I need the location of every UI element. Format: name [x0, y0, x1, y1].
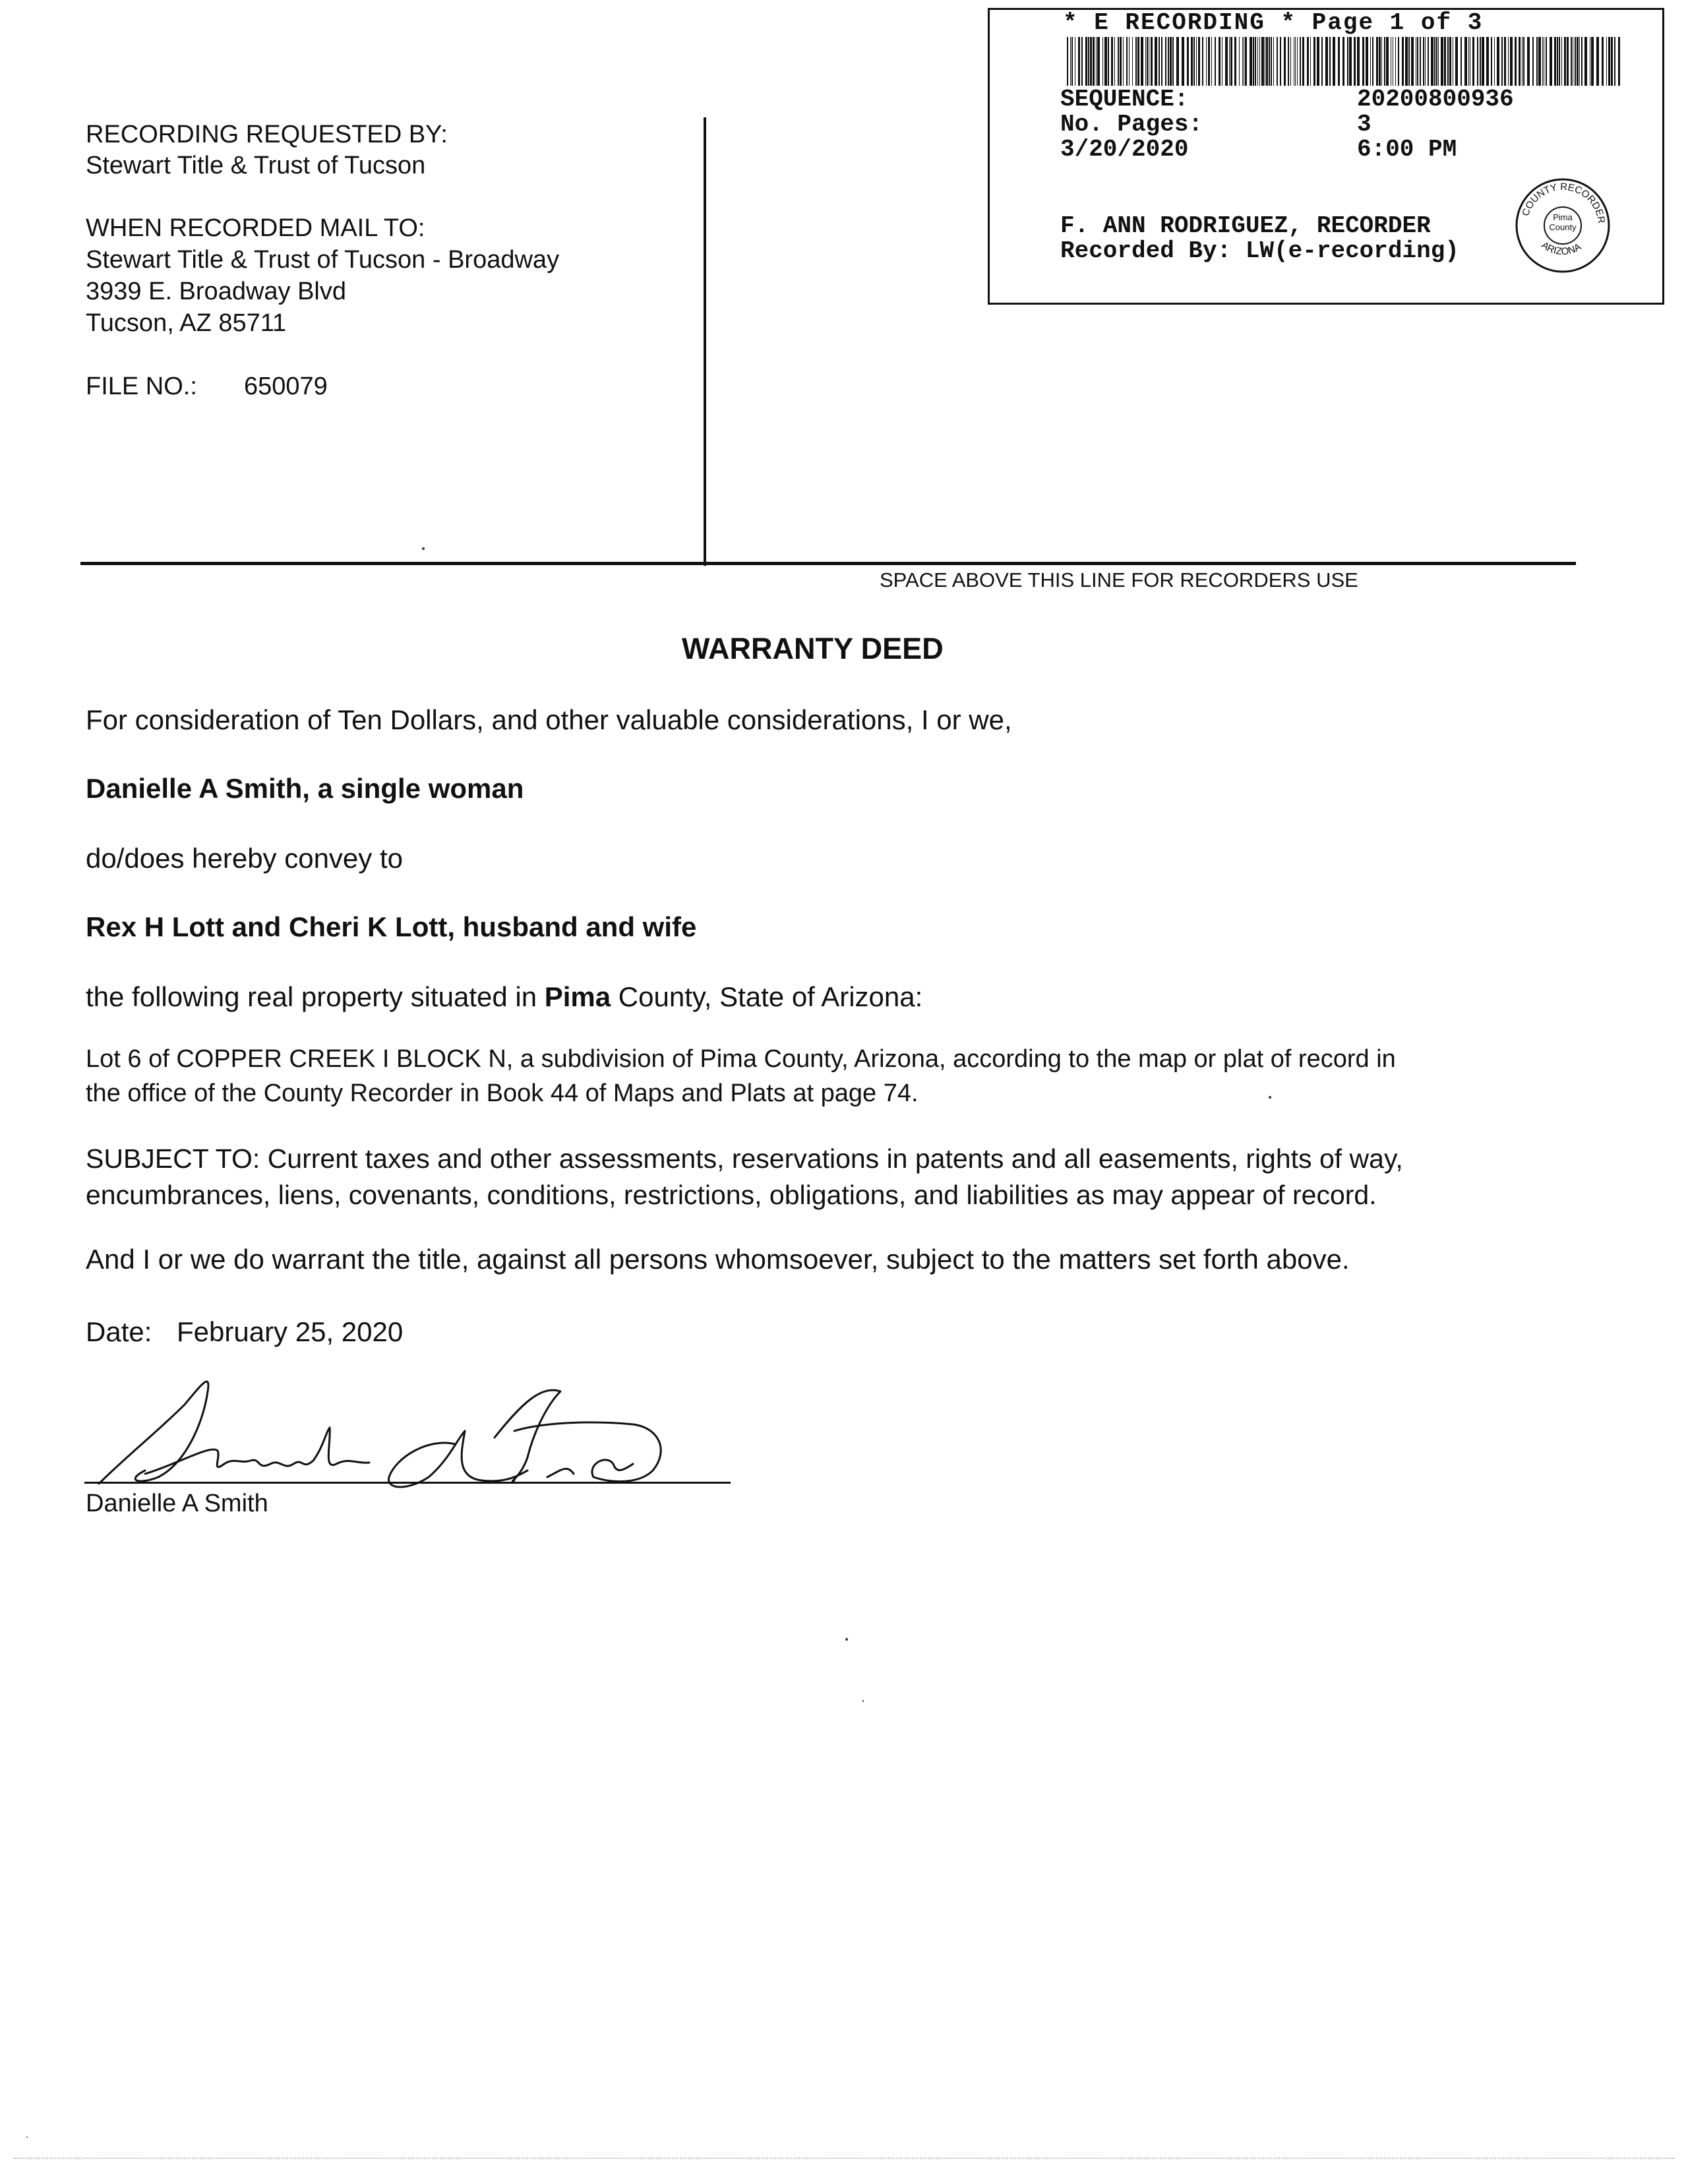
barcode-bar — [1118, 37, 1119, 86]
barcode-bar — [1370, 37, 1371, 86]
barcode-bar — [1230, 37, 1232, 86]
barcode-bar — [1219, 37, 1221, 86]
barcode-bar — [1602, 37, 1604, 86]
barcode-bar — [1366, 37, 1368, 86]
barcode-bar — [1494, 37, 1495, 86]
barcode-bar — [1257, 37, 1258, 86]
barcode-bar — [1259, 37, 1260, 86]
barcode-bar — [1135, 37, 1137, 86]
scan-speck — [26, 2137, 28, 2138]
barcode-bar — [1423, 37, 1424, 86]
barcode-bar — [1342, 37, 1344, 86]
barcode-bar — [1508, 37, 1509, 86]
barcode-bar — [1161, 37, 1162, 86]
barcode-bar — [1431, 37, 1433, 86]
barcode-bar — [1078, 37, 1080, 86]
barcode-bar — [1239, 37, 1240, 86]
barcode-bar — [1464, 37, 1467, 86]
barcode-bar — [1411, 37, 1414, 86]
barcode-bar — [1159, 37, 1160, 86]
barcode-bar — [1198, 37, 1200, 86]
property-county: Pima — [544, 981, 611, 1012]
barcode-bar — [1357, 37, 1360, 86]
barcode-bar — [1165, 37, 1166, 86]
barcode-bar — [1170, 37, 1172, 86]
barcode-bar — [1546, 37, 1547, 86]
barcode-bar — [1176, 37, 1179, 86]
barcode-bar — [1321, 37, 1323, 86]
barcode-bar — [1211, 37, 1212, 86]
county-recorder-seal-icon — [1513, 175, 1613, 276]
barcode-bar — [1436, 37, 1437, 86]
barcode-bar — [1234, 37, 1236, 86]
barcode-bar — [1261, 37, 1264, 86]
barcode-bar — [1126, 37, 1128, 86]
barcode-bar — [1480, 37, 1481, 86]
barcode-bar — [1504, 37, 1506, 86]
barcode-bar — [1447, 37, 1449, 86]
barcode-bar — [1618, 37, 1620, 86]
barcode-bar — [1141, 37, 1143, 86]
scan-speck — [845, 1638, 848, 1641]
barcode — [1067, 37, 1621, 86]
barcode-bar — [1575, 37, 1576, 86]
property-pre: the following real property situated in — [86, 981, 545, 1012]
barcode-bar — [1376, 37, 1378, 86]
barcode-bar — [1523, 37, 1524, 86]
barcode-bar — [1187, 37, 1189, 86]
barcode-bar — [1104, 37, 1107, 86]
header-divider-vertical — [704, 117, 706, 566]
barcode-bar — [1519, 37, 1521, 86]
recording-requested-label: RECORDING REQUESTED BY: — [86, 121, 448, 148]
barcode-bar — [1527, 37, 1530, 86]
barcode-bar — [1347, 37, 1348, 86]
barcode-bar — [1482, 37, 1484, 86]
barcode-bar — [1444, 37, 1446, 86]
barcode-bar — [1538, 37, 1541, 86]
barcode-bar — [1501, 37, 1503, 86]
barcode-bar — [1405, 37, 1408, 86]
scan-speck — [1269, 1096, 1271, 1099]
barcode-bar — [1611, 37, 1613, 86]
signature-line — [84, 1482, 731, 1484]
barcode-bar — [1577, 37, 1579, 86]
barcode-bar — [1579, 37, 1580, 86]
legal-description-line-2: the office of the County Recorder in Book 44 of Maps and Plats at page 74. — [86, 1079, 919, 1107]
mail-to-line-1: Stewart Title & Trust of Tucson - Broadway — [86, 246, 560, 274]
barcode-bar — [1434, 37, 1435, 86]
pages-label: No. Pages: — [1060, 111, 1203, 138]
barcode-bar — [1307, 37, 1309, 86]
sequence-label: SEQUENCE: — [1060, 86, 1189, 113]
consideration-text: For consideration of Ten Dollars, and other valuable considerations, I or we, — [86, 704, 1012, 735]
barcode-bar — [1120, 37, 1122, 86]
barcode-bar — [1225, 37, 1228, 86]
mail-to-label: WHEN RECORDED MAIL TO: — [86, 214, 425, 242]
barcode-bar — [1206, 37, 1207, 86]
barcode-bar — [1168, 37, 1169, 86]
barcode-bar — [1510, 37, 1513, 86]
barcode-bar — [1384, 37, 1385, 86]
barcode-bar — [1491, 37, 1492, 86]
barcode-bar — [1297, 37, 1298, 86]
barcode-bar — [1449, 37, 1451, 86]
barcode-bar — [1362, 37, 1364, 86]
svg-text:COUNTY RECORDER: COUNTY RECORDER — [1520, 181, 1608, 224]
barcode-bar — [1300, 37, 1301, 86]
date-value: February 25, 2020 — [177, 1316, 404, 1347]
barcode-bar — [1123, 37, 1124, 86]
file-no-value: 650079 — [244, 373, 328, 400]
barcode-bar — [1554, 37, 1556, 86]
barcode-bar — [1567, 37, 1569, 86]
barcode-bar — [1132, 37, 1133, 86]
barcode-bar — [1372, 37, 1373, 86]
barcode-bar — [1417, 37, 1418, 86]
barcode-bar — [1108, 37, 1109, 86]
barcode-bar — [1266, 37, 1268, 86]
barcode-bar — [1455, 37, 1458, 86]
barcode-bar — [1280, 37, 1281, 86]
barcode-bar — [1273, 37, 1274, 86]
barcode-bar — [1614, 37, 1615, 86]
mail-to-line-2: 3939 E. Broadway Blvd — [86, 278, 347, 305]
mail-to-line-3: Tucson, AZ 85711 — [86, 309, 287, 337]
barcode-bar — [1349, 37, 1352, 86]
scan-edge-rule — [13, 2158, 1675, 2160]
date-label: Date: — [86, 1316, 152, 1347]
barcode-bar — [1295, 37, 1296, 86]
barcode-bar — [1536, 37, 1538, 86]
barcode-bar — [1497, 37, 1499, 86]
barcode-bar — [1070, 37, 1071, 86]
barcode-bar — [1129, 37, 1130, 86]
barcode-bar — [1191, 37, 1193, 86]
space-above-notice: SPACE ABOVE THIS LINE FOR RECORDERS USE — [880, 568, 1358, 592]
barcode-bar — [1182, 37, 1184, 86]
barcode-bar — [1229, 37, 1230, 86]
barcode-bar — [1245, 37, 1247, 86]
grantor: Danielle A Smith, a single woman — [86, 773, 524, 804]
barcode-bar — [1071, 37, 1073, 86]
recording-date: 3/20/2020 — [1060, 136, 1189, 163]
barcode-bar — [1325, 37, 1328, 86]
grantee: Rex H Lott and Cheri K Lott, husband and wife — [86, 911, 697, 942]
barcode-bar — [1425, 37, 1426, 86]
barcode-bar — [1302, 37, 1304, 86]
barcode-bar — [1438, 37, 1439, 86]
barcode-bar — [1561, 37, 1562, 86]
barcode-bar — [1606, 37, 1607, 86]
barcode-bar — [1253, 37, 1254, 86]
barcode-bar — [1591, 37, 1594, 86]
barcode-bar — [1564, 37, 1566, 86]
barcode-bar — [1333, 37, 1335, 86]
sequence-value: 20200800936 — [1357, 86, 1514, 113]
property-post: County, State of Arizona: — [611, 981, 923, 1012]
recorders-use-rule — [80, 562, 1576, 565]
barcode-bar — [1111, 37, 1113, 86]
barcode-bar — [1088, 37, 1089, 86]
barcode-bar — [1398, 37, 1399, 86]
scan-speck — [862, 1700, 864, 1702]
barcode-bar — [1486, 37, 1489, 86]
barcode-bar — [1215, 37, 1216, 86]
barcode-bar — [1386, 37, 1389, 86]
barcode-bar — [1313, 37, 1315, 86]
barcode-bar — [1093, 37, 1095, 86]
barcode-bar — [1096, 37, 1097, 86]
svg-text:ARIZONA: ARIZONA — [1539, 239, 1583, 258]
deed-title: WARRANTY DEED — [682, 632, 944, 665]
pages-value: 3 — [1357, 111, 1372, 138]
barcode-bar — [1472, 37, 1474, 86]
barcode-bar — [1196, 37, 1197, 86]
barcode-bar — [1288, 37, 1289, 86]
barcode-bar — [1284, 37, 1286, 86]
barcode-bar — [1208, 37, 1210, 86]
barcode-bar — [1379, 37, 1381, 86]
barcode-bar — [1067, 37, 1068, 86]
barcode-bar — [1571, 37, 1572, 86]
warrant-statement: And I or we do warrant the title, against all persons whomsoever, subject to the matters set forth above. — [86, 1244, 1350, 1275]
barcode-bar — [1477, 37, 1478, 86]
subject-to-line-2: encumbrances, liens, covenants, conditions, restrictions, obligations, and liabilities as may appear of record. — [86, 1180, 1377, 1210]
barcode-bar — [1596, 37, 1599, 86]
barcode-bar — [1137, 37, 1139, 86]
barcode-bar — [1193, 37, 1195, 86]
recording-time: 6:00 PM — [1357, 136, 1457, 163]
barcode-bar — [1114, 37, 1115, 86]
barcode-bar — [1557, 37, 1558, 86]
property-statement — [86, 981, 922, 1013]
barcode-bar — [1441, 37, 1443, 86]
barcode-bar — [1145, 37, 1146, 86]
barcode-bar — [1102, 37, 1103, 86]
barcode-bar — [1408, 37, 1410, 86]
recording-requested-by: Stewart Title & Trust of Tucson — [86, 152, 426, 179]
convey-text: do/does hereby convey to — [86, 843, 403, 874]
barcode-bar — [1468, 37, 1469, 86]
barcode-bar — [1329, 37, 1331, 86]
barcode-bar — [1542, 37, 1543, 86]
barcode-bar — [1402, 37, 1404, 86]
recorded-by: Recorded By: LW(e-recording) — [1060, 237, 1459, 264]
barcode-bar — [1202, 37, 1203, 86]
barcode-bar — [1515, 37, 1517, 86]
barcode-bar — [1097, 37, 1100, 86]
barcode-bar — [1581, 37, 1582, 86]
barcode-bar — [1172, 37, 1174, 86]
barcode-bar — [1277, 37, 1278, 86]
barcode-bar — [1584, 37, 1587, 86]
barcode-bar — [1338, 37, 1340, 86]
barcode-bar — [1461, 37, 1462, 86]
barcode-bar — [1559, 37, 1560, 86]
barcode-bar — [1550, 37, 1552, 86]
handwritten-signature — [86, 1365, 692, 1497]
barcode-bar — [1381, 37, 1382, 86]
signer-name: Danielle A Smith — [86, 1490, 268, 1517]
recorder-name: F. ANN RODRIGUEZ, RECORDER — [1060, 212, 1431, 239]
barcode-bar — [1532, 37, 1534, 86]
scan-speck — [422, 547, 425, 550]
barcode-bar — [1608, 37, 1610, 86]
subject-to-line-1: SUBJECT TO: Current taxes and other assessments, reservations in patents and all easements, rights of way, — [86, 1143, 1403, 1174]
barcode-bar — [1250, 37, 1252, 86]
seal-center-text: Pima County — [1549, 212, 1577, 232]
barcode-bar — [1420, 37, 1421, 86]
barcode-bar — [1255, 37, 1256, 86]
e-recording-title: * E RECORDING * Page 1 of 3 — [1063, 9, 1484, 36]
barcode-bar — [1290, 37, 1291, 86]
barcode-bar — [1242, 37, 1243, 86]
barcode-bar — [1085, 37, 1087, 86]
barcode-bar — [1269, 37, 1270, 86]
barcode-bar — [1147, 37, 1148, 86]
barcode-bar — [1354, 37, 1356, 86]
barcode-bar — [1090, 37, 1092, 86]
barcode-bar — [1428, 37, 1429, 86]
legal-description-line-1: Lot 6 of COPPER CREEK I BLOCK N, a subdivision of Pima County, Arizona, according to the map or plat of record in — [86, 1045, 1396, 1073]
barcode-bar — [1271, 37, 1272, 86]
barcode-bar — [1081, 37, 1083, 86]
barcode-bar — [1155, 37, 1157, 86]
barcode-bar — [1395, 37, 1396, 86]
barcode-bar — [1317, 37, 1319, 86]
file-no-label: FILE NO.: — [86, 373, 197, 400]
barcode-bar — [1310, 37, 1311, 86]
barcode-bar — [1151, 37, 1153, 86]
